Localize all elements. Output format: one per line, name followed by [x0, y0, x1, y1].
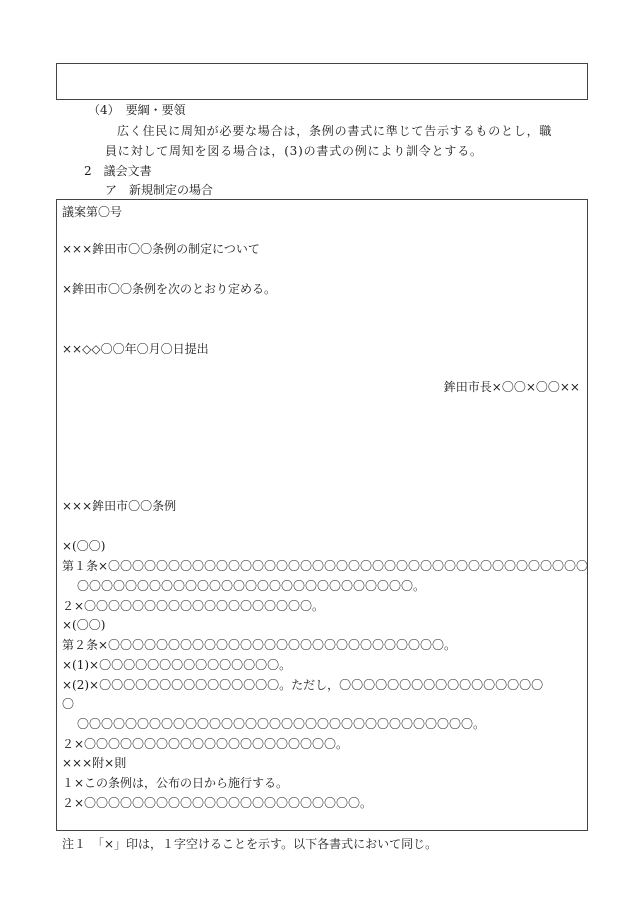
section-4-paragraph-line2: 員に対して周知を図る場合は，(3)の書式の例により訓令とする。: [105, 144, 483, 158]
article-2-item-1: ×(1)×〇〇〇〇〇〇〇〇〇〇〇〇〇〇〇。: [62, 658, 292, 672]
article-1-caption: ×(〇〇): [62, 539, 106, 553]
article-2-paragraph-2: ２×〇〇〇〇〇〇〇〇〇〇〇〇〇〇〇〇〇〇〇〇〇。: [62, 737, 349, 751]
footnote: 注１ 「×」印は，１字空けることを示す。以下各書式において同じ。: [62, 837, 438, 851]
article-2-item-2-line3: 〇〇〇〇〇〇〇〇〇〇〇〇〇〇〇〇〇〇〇〇〇〇〇〇〇〇〇〇〇〇〇〇〇。: [77, 717, 486, 731]
article-1-paragraph-2: ２×〇〇〇〇〇〇〇〇〇〇〇〇〇〇〇〇〇〇〇。: [62, 599, 325, 613]
bill-date: ××◇◇〇〇年〇月〇日提出: [62, 342, 209, 356]
article-1-line2: 〇〇〇〇〇〇〇〇〇〇〇〇〇〇〇〇〇〇〇〇〇〇〇〇〇〇〇〇。: [77, 579, 426, 593]
article-2-caption: ×(〇〇): [62, 618, 106, 632]
section-2-sub-a: ア 新規制定の場合: [105, 183, 214, 197]
bill-signer: 鉾田市長×〇〇×〇〇××: [443, 380, 580, 394]
article-2-item-2-line2: 〇: [62, 697, 75, 711]
supplementary-item-1: １×この条例は，公布の日から施行する。: [62, 776, 289, 790]
bill-intro: ×鉾田市〇〇条例を次のとおり定める。: [62, 282, 277, 296]
section-4-heading: （4） 要綱・要領: [88, 103, 186, 117]
article-2-item-2-line1: ×(2)×〇〇〇〇〇〇〇〇〇〇〇〇〇〇〇。ただし，〇〇〇〇〇〇〇〇〇〇〇〇〇〇〇〇〇: [62, 678, 544, 692]
supplementary-item-2: ２×〇〇〇〇〇〇〇〇〇〇〇〇〇〇〇〇〇〇〇〇〇〇〇。: [62, 796, 373, 810]
section-2-heading: 2 議会文書: [84, 164, 152, 178]
bill-title: ×××鉾田市〇〇条例の制定について: [62, 242, 260, 256]
top-empty-box: [56, 63, 588, 100]
article-2-line1: 第２条×〇〇〇〇〇〇〇〇〇〇〇〇〇〇〇〇〇〇〇〇〇〇〇〇〇〇〇〇。: [62, 638, 457, 652]
supplementary-heading: ×××附×則: [62, 756, 127, 770]
ordinance-title: ×××鉾田市〇〇条例: [62, 499, 177, 513]
section-4-paragraph-line1: 広く住民に周知が必要な場合は，条例の書式に準じて告示するものとし，職: [117, 124, 553, 138]
bill-number: 議案第〇号: [62, 205, 123, 219]
article-1-line1: 第１条×〇〇〇〇〇〇〇〇〇〇〇〇〇〇〇〇〇〇〇〇〇〇〇〇〇〇〇〇〇〇〇〇〇〇〇〇〇〇〇〇: [62, 559, 589, 573]
